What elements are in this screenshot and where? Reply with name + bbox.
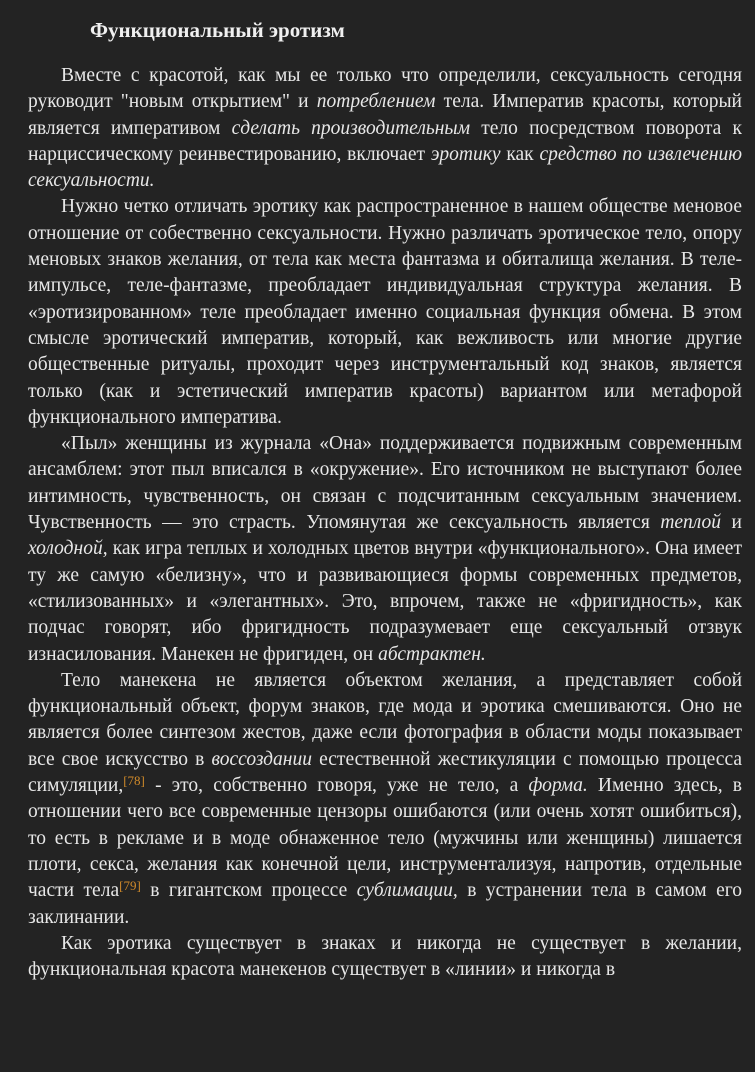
paragraph <box>28 63 742 194</box>
italic-text: сублимации, <box>356 880 458 902</box>
text-run: естественной жестикуляции с помощью процесса симуляции, <box>28 748 742 797</box>
text-run: Как эротика существует в знаках и никогда не существует в желании, функциональная красота манекенов существует в «линии» и никогда в <box>28 932 742 981</box>
text-run: тело посредством поворота к нарциссическому реинвестированию, включает <box>28 117 742 165</box>
text-run: Нужно четко отличать эротику как распространенное в нашем обществе меновое отношение от собественно сексуальности. Нужно различать эротическое тело, опору меновых знаков желания, от тела как места фантазма и обиталища желания. В теле-импульсе, теле-фантазме, преобладает индивидуальная структура желания. В «эротизированном» теле преобладает именно социальная функция обмена. В этом смысле эротический императив, который, как вежливость или многие другие общественные ритуалы, проходит через инструментальный код знаков, является только (как и эстетический императив красоты) вариантом или метафорой функционального императива. <box>28 196 742 428</box>
paragraph <box>28 194 742 431</box>
text-run: Вместе с красотой, как мы ее только что определили, сексуальность сегодня руководит "новым открытием" и <box>28 65 742 113</box>
italic-text: абстрактен. <box>378 643 486 665</box>
italic-text: воссоздании <box>211 748 312 770</box>
italic-text: потреблением <box>316 91 436 113</box>
italic-text: сделать производительным <box>231 117 471 139</box>
text-run: Тело манекена не является объектом желания, а представляет собой функциональный объект, форум знаков, где мода и эротика смешиваются. Оно не является более синтезом жестов, даже если фотография в области моды показывает все свое искусство в <box>28 669 742 770</box>
paragraph <box>28 431 742 668</box>
text-run: тела. Императив красоты, который является императивом <box>28 91 742 139</box>
paragraph <box>28 668 742 931</box>
paragraph <box>28 931 742 984</box>
footnote-link[interactable]: [78] <box>123 773 145 789</box>
italic-text: эротику <box>430 143 501 165</box>
text-run: «Пыл» женщины из журнала «Она» поддерживается подвижным современным ансамблем: этот пыл вписался в «окружение». Его источником не выступают более интимность, чувственность, он связан с подсчитанным сексуальным значением. Чувственность — это страсть. Упомянутая же сексуальность является <box>28 433 742 534</box>
footnote-link[interactable]: [79] <box>119 878 141 894</box>
body-text <box>28 63 742 983</box>
chapter-title: Функциональный эротизм <box>90 18 345 42</box>
text-run: в устранении тела в самом его заклинании. <box>28 880 743 928</box>
text-run: и <box>721 512 742 534</box>
text-run: как игра теплых и холодных цветов внутри «функционального». Она имеет ту же самую «белизну», что и развивающиеся формы современных предметов, «стилизованных» и «элегантных». Это, впрочем, также не «фригидность», как подчас говорят, ибо фригидность подразумевает еще сексуальный отзвук изнасилования. Манекен не фригиден, он <box>28 538 742 665</box>
text-run: - это, собственно говоря, уже не тело, а <box>144 775 529 797</box>
text-run: Именно здесь, в отношении чего все современные цензоры ошибаются (или очень хотят ошибиться), то есть в рекламе и в моде обнаженное тело (мужчины или женщины) лишается плоти, секса, желания как конечной цели, инструментализуя, напротив, отдельные части тела <box>28 775 742 902</box>
text-run: в гигантском процессе <box>140 880 357 902</box>
italic-text: теплой <box>660 512 722 534</box>
italic-text: форма. <box>528 775 588 797</box>
italic-text: холодной, <box>28 538 108 560</box>
italic-text: средство по извлечению сексуальности. <box>28 143 742 192</box>
text-run: как <box>500 143 540 165</box>
